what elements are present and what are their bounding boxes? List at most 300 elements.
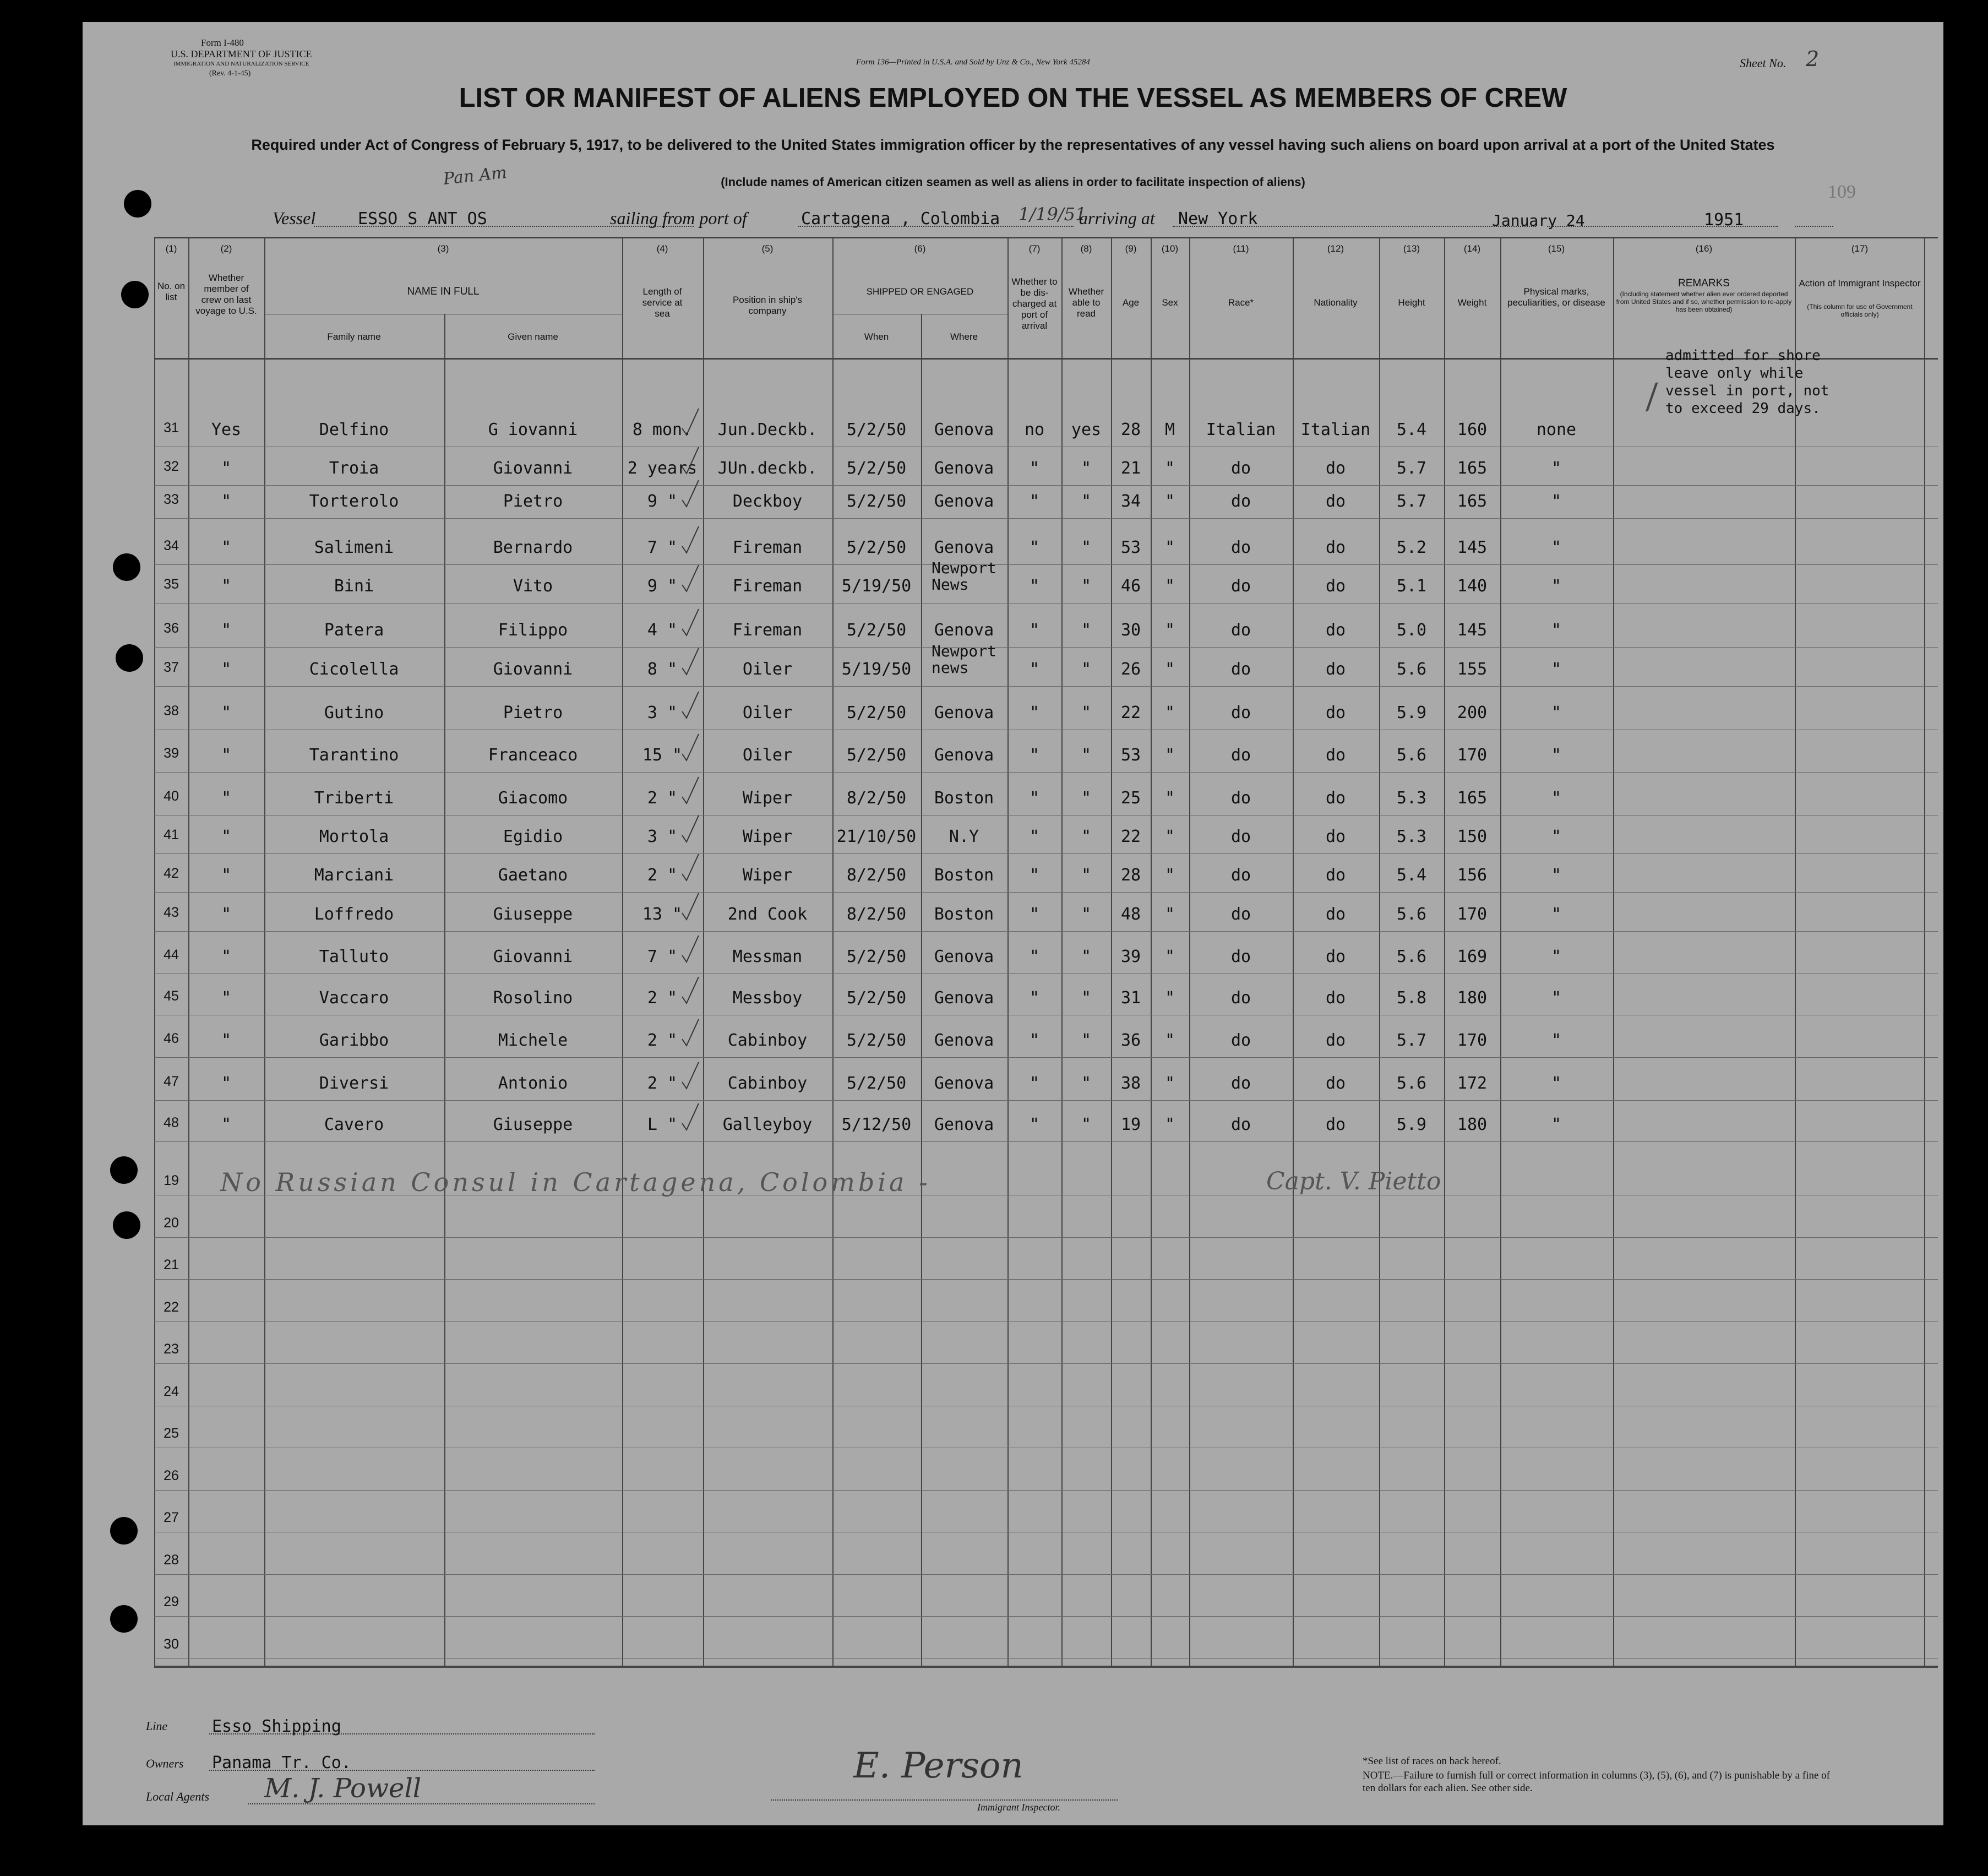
inspector-signature: E. Person: [853, 1746, 1023, 1786]
cell-age: 31: [1120, 988, 1141, 1008]
cell-race: do: [1230, 746, 1251, 765]
cell-weight: 140: [1457, 577, 1488, 596]
cell-marks: ": [1551, 703, 1562, 722]
cell-last: ": [221, 621, 232, 640]
cell-discharged: ": [1029, 492, 1040, 511]
check-mark-icon: [680, 563, 702, 596]
cell-race: do: [1230, 988, 1251, 1008]
row-rule: [154, 686, 1938, 687]
cell-last: ": [221, 459, 232, 478]
col-header-discharged: Whether to be dis-charged at port of arrival: [1011, 276, 1058, 331]
cell-sex: ": [1164, 703, 1175, 722]
cell-nationality: do: [1325, 538, 1346, 557]
cell-family: Torterolo: [309, 492, 399, 511]
cell-race: do: [1230, 866, 1251, 885]
cell-weight: 165: [1457, 459, 1488, 478]
cell-race: do: [1230, 905, 1251, 924]
cell-service: 2 ": [647, 789, 678, 808]
cell-weight: 170: [1457, 905, 1488, 924]
cell-where: Genova: [934, 746, 994, 765]
row-number: 22: [164, 1299, 179, 1315]
row-rule: [154, 1574, 1938, 1575]
cell-when: 8/2/50: [846, 905, 907, 924]
cell-no: 43: [164, 905, 179, 920]
cell-when: 5/2/50: [846, 1074, 907, 1093]
cell-no: 35: [164, 577, 179, 592]
col-number: (12): [1327, 243, 1344, 254]
cell-marks: ": [1551, 866, 1562, 885]
cell-sex: ": [1164, 1074, 1175, 1093]
cell-marks: ": [1551, 492, 1562, 511]
cell-when: 5/2/50: [846, 703, 907, 722]
cell-no: 38: [164, 703, 179, 719]
cell-last: ": [221, 1074, 232, 1093]
row-rule: [154, 1100, 1938, 1101]
vessel-name: ESSO S ANT OS: [358, 209, 487, 229]
cell-when: 5/19/50: [841, 660, 912, 679]
table-top-border: [154, 237, 1938, 238]
captain-signature: Capt. V. Pietto: [1266, 1167, 1441, 1195]
cell-age: 36: [1120, 1031, 1141, 1050]
cell-age: 19: [1120, 1115, 1141, 1134]
cell-discharged: ": [1029, 621, 1040, 640]
cell-race: do: [1230, 621, 1251, 640]
cell-last: ": [221, 947, 232, 966]
cell-given: Rosolino: [493, 988, 573, 1008]
cell-no: 31: [164, 420, 179, 436]
row-rule: [154, 564, 1938, 565]
inspector-label: Immigrant Inspector.: [977, 1802, 1060, 1813]
row-rule: [154, 892, 1938, 893]
cell-when: 21/10/50: [836, 827, 917, 846]
cell-no: 48: [164, 1115, 179, 1130]
cell-height: 5.6: [1396, 746, 1427, 765]
cell-nationality: do: [1325, 577, 1346, 596]
cell-sex: ": [1164, 827, 1175, 846]
cell-no: 40: [164, 789, 179, 804]
cell-position: Wiper: [742, 866, 793, 885]
cell-marks: ": [1551, 789, 1562, 808]
col-header-age: Age: [1122, 297, 1140, 308]
cell-race: do: [1230, 538, 1251, 557]
check-mark-icon: [680, 1060, 702, 1093]
cell-last: ": [221, 827, 232, 846]
punch-hole: [116, 644, 143, 672]
cell-given: Pietro: [503, 703, 563, 722]
cell-height: 5.6: [1396, 660, 1427, 679]
cell-where: N.Y: [949, 827, 979, 846]
cell-nationality: do: [1325, 1031, 1346, 1050]
cell-position: Cabinboy: [727, 1074, 808, 1093]
cell-sex: ": [1164, 746, 1175, 765]
cell-weight: 156: [1457, 866, 1488, 885]
cell-discharged: ": [1029, 1031, 1040, 1050]
cell-read: ": [1081, 703, 1092, 722]
table-bottom-border: [154, 1666, 1938, 1668]
subtitle: Required under Act of Congress of February 5, 1917, to be delivered to the United States immigration officer by the representatives of any vessel having such aliens on board upon arrival at a port of the United States: [251, 137, 1775, 153]
row-rule: [154, 1363, 1938, 1364]
arrival-date: January 24: [1492, 211, 1585, 230]
cell-nationality: do: [1325, 905, 1346, 924]
cell-height: 5.7: [1396, 459, 1427, 478]
row-number: 30: [164, 1636, 179, 1652]
cell-family: Tarantino: [309, 746, 399, 765]
col-header-where: Where: [950, 331, 978, 342]
row-rule: [154, 647, 1938, 648]
cell-given: Filippo: [498, 621, 568, 640]
cell-service: 4 ": [647, 621, 678, 640]
cell-read: ": [1081, 1074, 1092, 1093]
col-number: (16): [1695, 243, 1713, 254]
cell-race: do: [1230, 789, 1251, 808]
cell-given: Bernardo: [493, 538, 573, 557]
row-rule: [154, 1490, 1938, 1491]
row-rule: [154, 1279, 1938, 1280]
cell-nationality: do: [1325, 621, 1346, 640]
check-mark-icon: [680, 1017, 702, 1050]
cell-age: 26: [1120, 660, 1141, 679]
cell-height: 5.6: [1396, 947, 1427, 966]
cell-service: 7 ": [647, 947, 678, 966]
cell-weight: 160: [1457, 420, 1488, 439]
col-header-inspector-note: (This column for use of Government officials only): [1807, 303, 1913, 318]
cell-nationality: do: [1325, 746, 1346, 765]
cell-service: 8 ": [647, 660, 678, 679]
cell-marks: ": [1551, 621, 1562, 640]
cell-weight: 169: [1457, 947, 1488, 966]
check-mark-icon: [680, 732, 702, 765]
cell-discharged: ": [1029, 703, 1040, 722]
cell-nationality: do: [1325, 703, 1346, 722]
cell-no: 32: [164, 459, 179, 474]
cell-nationality: do: [1325, 947, 1346, 966]
cell-discharged: ": [1029, 660, 1040, 679]
cell-family: Garibbo: [319, 1031, 389, 1050]
cell-marks: ": [1551, 459, 1562, 478]
cell-last: ": [221, 577, 232, 596]
cell-discharged: ": [1029, 577, 1040, 596]
cell-service: 3 ": [647, 703, 678, 722]
cell-race: do: [1230, 827, 1251, 846]
cell-given: Giovanni: [493, 459, 573, 478]
cell-read: yes: [1071, 420, 1102, 439]
cell-marks: ": [1551, 660, 1562, 679]
cell-sex: M: [1164, 420, 1175, 439]
cell-service: 2 ": [647, 1031, 678, 1050]
cell-family: Mortola: [319, 827, 389, 846]
row-rule: [154, 931, 1938, 932]
col-header-remarks-note: (Including statement whether alien ever ordered deported from United States and if so, whether permission to re-apply has been obtained): [1616, 290, 1792, 313]
check-mark-icon: [680, 852, 702, 885]
cell-where: Boston: [934, 905, 994, 924]
service: IMMIGRATION AND NATURALIZATION SERVICE: [173, 61, 309, 67]
line-label: Line: [146, 1719, 168, 1733]
row-rule: [154, 485, 1938, 486]
cell-height: 5.4: [1396, 866, 1427, 885]
line-value: Esso Shipping: [212, 1717, 341, 1736]
cell-last: ": [221, 905, 232, 924]
cell-where: Genova: [934, 538, 994, 557]
cell-family: Gutino: [324, 703, 384, 722]
cell-family: Cicolella: [309, 660, 399, 679]
cell-discharged: ": [1029, 905, 1040, 924]
check-mark-icon: [680, 689, 702, 722]
row-number: 24: [164, 1383, 179, 1399]
cell-when: 5/2/50: [846, 988, 907, 1008]
cell-race: Italian: [1206, 420, 1276, 439]
cell-given: Gaetano: [498, 866, 568, 885]
cell-where: Genova: [934, 1031, 994, 1050]
row-rule: [154, 1616, 1938, 1617]
cell-given: Giovanni: [493, 947, 573, 966]
cell-sex: ": [1164, 660, 1175, 679]
cell-race: do: [1230, 703, 1251, 722]
cell-discharged: ": [1029, 538, 1040, 557]
cell-position: Deckboy: [732, 492, 803, 511]
cell-discharged: ": [1029, 866, 1040, 885]
col-header-service: Length of service at sea: [642, 286, 683, 319]
cell-position: Wiper: [742, 789, 793, 808]
cell-when: 5/19/50: [841, 577, 912, 596]
row-number: 25: [164, 1426, 179, 1441]
col-header-no: No. on list: [157, 281, 186, 302]
stamp-number: 109: [1828, 182, 1856, 202]
cell-nationality: do: [1325, 988, 1346, 1008]
col-number: (7): [1028, 243, 1041, 254]
cell-read: ": [1081, 459, 1092, 478]
cell-read: ": [1081, 1031, 1092, 1050]
subtitle-note: (Include names of American citizen seamen as well as aliens in order to facilitate inspection of aliens): [721, 175, 1305, 189]
cell-position: Galleyboy: [722, 1115, 813, 1134]
arriving-label: arriving at: [1079, 208, 1155, 228]
cell-height: 5.4: [1396, 420, 1427, 439]
col-number: (4): [656, 243, 668, 254]
cell-service: 2 ": [647, 988, 678, 1008]
cell-discharged: ": [1029, 1115, 1040, 1134]
arrival-year: 1951: [1704, 210, 1744, 230]
cell-given: Vito: [513, 577, 553, 596]
cell-sex: ": [1164, 621, 1175, 640]
cell-position: JUn.deckb.: [717, 459, 818, 478]
cell-height: 5.7: [1396, 1031, 1427, 1050]
cell-height: 5.0: [1396, 621, 1427, 640]
check-mark-icon: [680, 524, 702, 557]
cell-height: 5.1: [1396, 577, 1427, 596]
col-header-position: Position in ship's company: [732, 295, 803, 316]
cell-service: 15 ": [642, 746, 683, 765]
cell-position: Wiper: [742, 827, 793, 846]
col-number: (11): [1233, 243, 1249, 254]
check-mark-icon: [680, 813, 702, 846]
cell-age: 28: [1120, 420, 1141, 439]
cell-position: Cabinboy: [727, 1031, 808, 1050]
row-number: 27: [164, 1510, 179, 1525]
cell-position: Messboy: [732, 988, 803, 1008]
cell-last: ": [221, 988, 232, 1008]
cell-service: 9 ": [647, 492, 678, 511]
cell-weight: 200: [1457, 703, 1488, 722]
races-note: *See list of races on back hereof.: [1363, 1755, 1501, 1767]
departure-port: Cartagena , Colombia: [801, 209, 1000, 229]
manifest-sheet: [83, 22, 1943, 1825]
cell-nationality: do: [1325, 827, 1346, 846]
cell-given: Giuseppe: [493, 905, 573, 924]
cell-when: 5/12/50: [841, 1115, 912, 1134]
cell-given: G iovanni: [488, 420, 578, 439]
row-number: 19: [164, 1173, 179, 1188]
cell-read: ": [1081, 660, 1092, 679]
cell-nationality: do: [1325, 660, 1346, 679]
cell-marks: none: [1536, 420, 1577, 439]
cell-read: ": [1081, 947, 1092, 966]
cell-marks: ": [1551, 988, 1562, 1008]
cell-discharged: ": [1029, 1074, 1040, 1093]
cell-discharged: ": [1029, 789, 1040, 808]
punch-hole: [113, 1211, 140, 1239]
col-header-able-to-read: Whether able to read: [1068, 286, 1104, 319]
cell-last: ": [221, 789, 232, 808]
cell-family: Troia: [329, 459, 379, 478]
cell-weight: 170: [1457, 746, 1488, 765]
cell-height: 5.9: [1396, 1115, 1427, 1134]
cell-position: Oiler: [742, 660, 793, 679]
cell-marks: ": [1551, 1074, 1562, 1093]
cell-where: Genova: [934, 947, 994, 966]
check-mark-icon: [680, 933, 702, 966]
cell-nationality: do: [1325, 789, 1346, 808]
cell-age: 28: [1120, 866, 1141, 885]
col-header-family-name: Family name: [327, 331, 381, 342]
row-number: 28: [164, 1552, 179, 1568]
cell-last: ": [221, 660, 232, 679]
cell-last: Yes: [211, 420, 242, 439]
cell-nationality: do: [1325, 866, 1346, 885]
cell-service: 2 ": [647, 866, 678, 885]
cell-position: Messman: [732, 947, 803, 966]
cell-position: Fireman: [732, 538, 803, 557]
cell-height: 5.3: [1396, 827, 1427, 846]
cell-sex: ": [1164, 492, 1175, 511]
cell-family: Vaccaro: [319, 988, 389, 1008]
col-number: (5): [761, 243, 774, 254]
cell-marks: ": [1551, 905, 1562, 924]
cell-service: 8 mon.: [632, 420, 693, 439]
remarks-mark: /: [1643, 376, 1660, 417]
cell-age: 48: [1120, 905, 1141, 924]
cell-position: Oiler: [742, 703, 793, 722]
row-rule: [154, 853, 1938, 854]
row-rule: [154, 1057, 1938, 1058]
col-number: (10): [1161, 243, 1179, 254]
cell-marks: ": [1551, 947, 1562, 966]
col-header-weight: Weight: [1457, 297, 1487, 308]
cell-last: ": [221, 492, 232, 511]
cell-read: ": [1081, 577, 1092, 596]
cell-race: do: [1230, 1031, 1251, 1050]
cell-discharged: ": [1029, 459, 1040, 478]
cell-service: 3 ": [647, 827, 678, 846]
cell-weight: 172: [1457, 1074, 1488, 1093]
cell-age: 53: [1120, 538, 1141, 557]
cell-no: 46: [164, 1031, 179, 1046]
row-number: 23: [164, 1341, 179, 1357]
cell-marks: ": [1551, 1031, 1562, 1050]
cell-position: Fireman: [732, 577, 803, 596]
col-header-given-name: Given name: [508, 331, 558, 342]
department: U.S. DEPARTMENT OF JUSTICE: [171, 48, 312, 59]
cell-read: ": [1081, 492, 1092, 511]
revision: (Rev. 4-1-45): [209, 69, 251, 78]
cell-sex: ": [1164, 905, 1175, 924]
cell-height: 5.6: [1396, 1074, 1427, 1093]
cell-no: 33: [164, 492, 179, 507]
cell-where: Genova: [934, 459, 994, 478]
check-mark-icon: [680, 607, 702, 640]
col-header-name: NAME IN FULL: [407, 286, 480, 297]
cell-family: Delfino: [319, 420, 389, 439]
col-header-physical-marks: Physical marks, peculiarities, or disease: [1507, 286, 1605, 308]
punch-hole: [110, 1156, 138, 1184]
sheet-number: 2: [1806, 47, 1820, 71]
cell-where: Genova: [934, 420, 994, 439]
cell-nationality: do: [1325, 1115, 1346, 1134]
col-number: (1): [165, 243, 177, 254]
cell-marks: ": [1551, 746, 1562, 765]
punch-hole: [110, 1605, 138, 1633]
cell-nationality: do: [1325, 492, 1346, 511]
cell-where: Boston: [934, 789, 994, 808]
cell-age: 34: [1120, 492, 1141, 511]
check-mark-icon: [680, 478, 702, 511]
cell-where: Newport news: [931, 642, 997, 677]
row-number: 20: [164, 1215, 179, 1231]
col-number: (17): [1851, 243, 1869, 254]
cell-race: do: [1230, 947, 1251, 966]
printer-note: Form 136—Printed in U.S.A. and Sold by Unz & Co., New York 45284: [856, 58, 1090, 67]
cell-no: 39: [164, 746, 179, 761]
cell-weight: 170: [1457, 1031, 1488, 1050]
col-header-nationality: Nationality: [1314, 297, 1358, 308]
sheet-label: Sheet No.: [1740, 56, 1787, 70]
cell-sex: ": [1164, 538, 1175, 557]
cell-weight: 145: [1457, 538, 1488, 557]
cell-race: do: [1230, 1115, 1251, 1134]
cell-read: ": [1081, 905, 1092, 924]
cell-service: 13 ": [642, 905, 683, 924]
cell-family: Cavero: [324, 1115, 384, 1134]
col-number: (3): [437, 243, 449, 254]
cell-read: ": [1081, 746, 1092, 765]
punch-hole: [110, 1517, 138, 1545]
cell-position: 2nd Cook: [727, 905, 808, 924]
check-mark-icon: [680, 445, 702, 478]
cell-read: ": [1081, 621, 1092, 640]
cell-read: ": [1081, 1115, 1092, 1134]
agents-signature: M. J. Powell: [264, 1773, 422, 1804]
sailing-label: sailing from port of: [610, 208, 747, 228]
cell-service: 7 ": [647, 538, 678, 557]
cell-height: 5.8: [1396, 988, 1427, 1008]
cell-sex: ": [1164, 947, 1175, 966]
cell-height: 5.7: [1396, 492, 1427, 511]
cell-age: 22: [1120, 703, 1141, 722]
cell-discharged: no: [1024, 420, 1045, 439]
vessel-label: Vessel: [273, 208, 316, 228]
check-mark-icon: [680, 891, 702, 924]
cell-given: Michele: [498, 1031, 568, 1050]
cell-when: 5/2/50: [846, 459, 907, 478]
cell-position: Fireman: [732, 621, 803, 640]
